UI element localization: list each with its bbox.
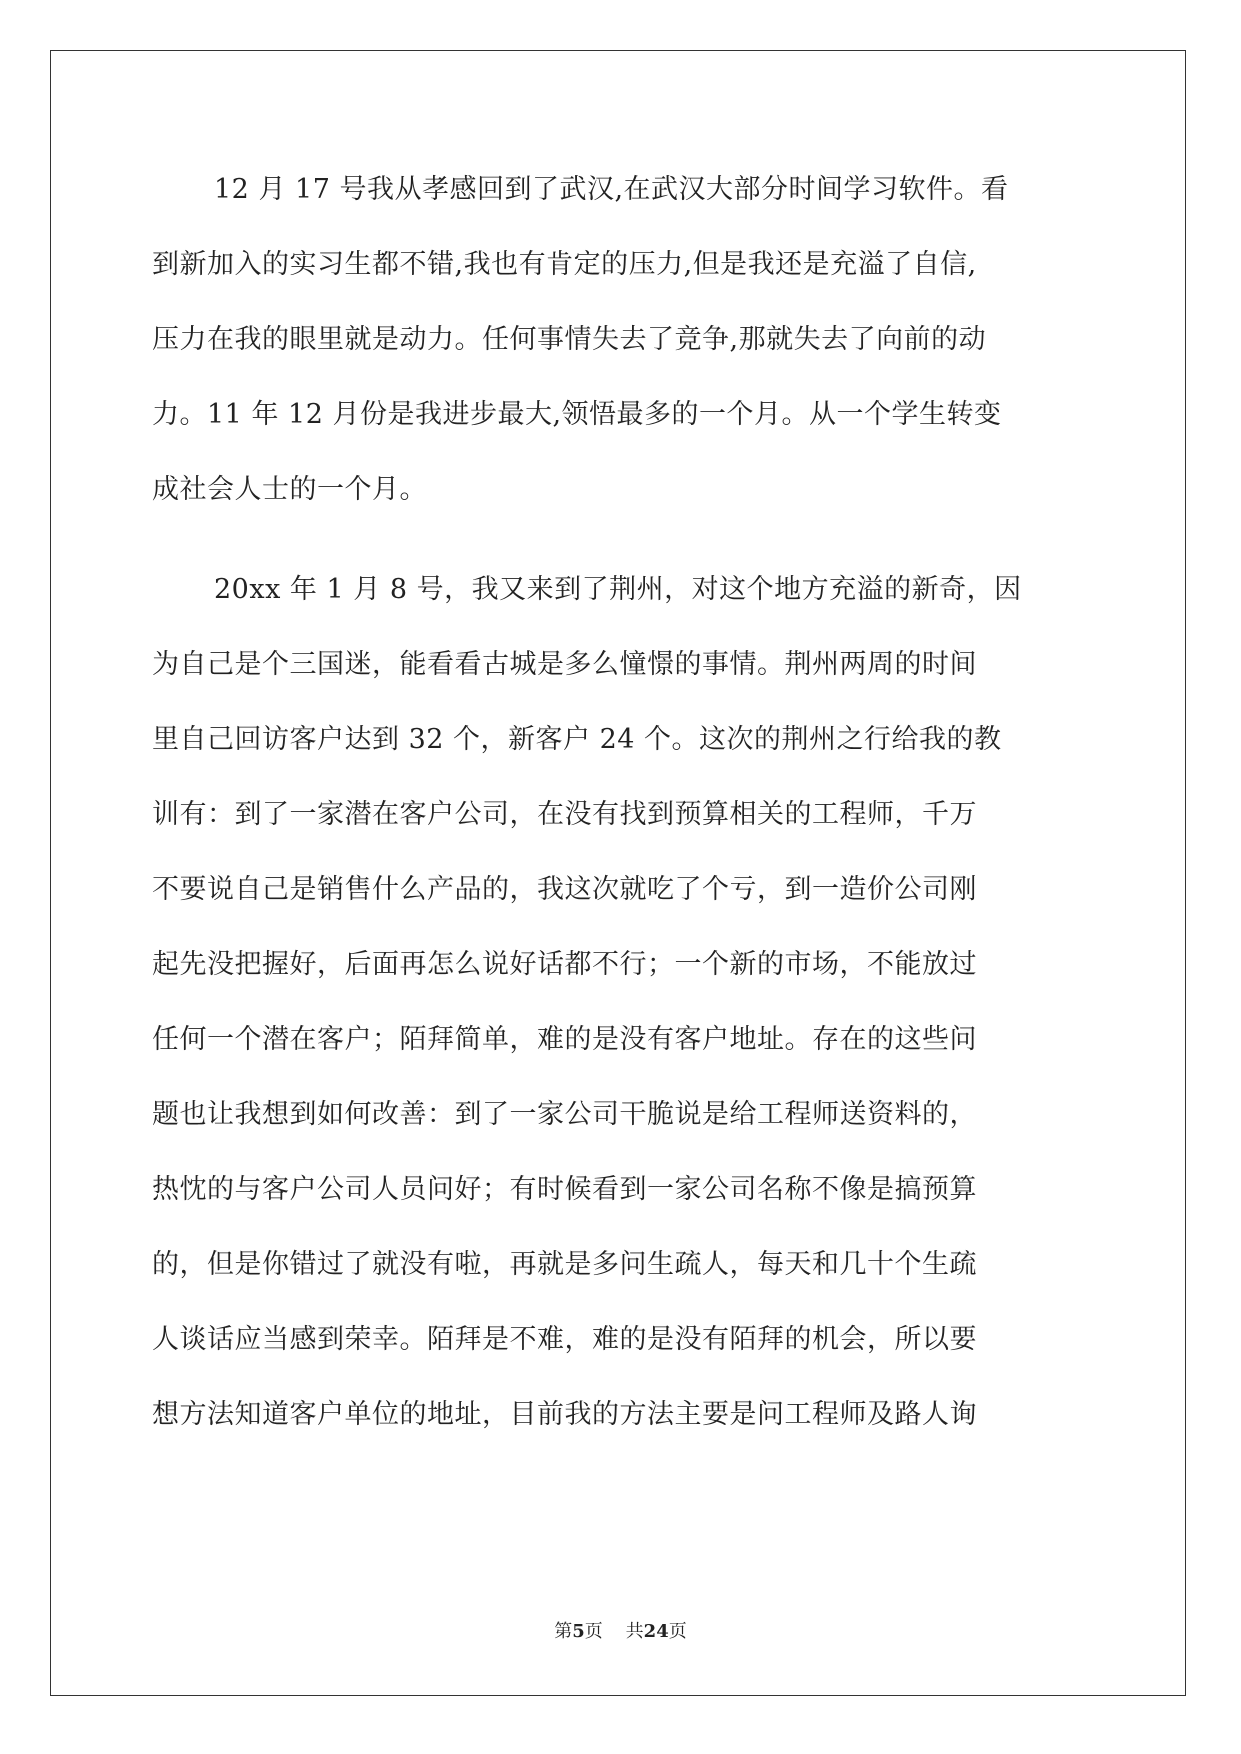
text-line: 20xx 年 1 月 8 号，我又来到了荆州，对这个地方充溢的新奇，因 xyxy=(214,574,1022,605)
text-line: 压力在我的眼里就是动力。任何事情失去了竞争,那就失去了向前的动 xyxy=(152,324,987,355)
footer-total-suffix: 页 xyxy=(668,1621,687,1642)
text-line: 里自己回访客户达到 32 个，新客户 24 个。这次的荆州之行给我的教 xyxy=(152,724,1002,755)
text-line: 12 月 17 号我从孝感回到了武汉,在武汉大部分时间学习软件。看 xyxy=(214,174,1009,205)
footer-prefix: 第 xyxy=(554,1621,573,1642)
text-line: 成社会人士的一个月。 xyxy=(152,474,427,505)
text-line: 热忱的与客户公司人员问好；有时候看到一家公司名称不像是搞预算 xyxy=(152,1174,977,1205)
text-line: 想方法知道客户单位的地址，目前我的方法主要是问工程师及路人询 xyxy=(152,1399,977,1430)
text-line: 人谈话应当感到荣幸。陌拜是不难，难的是没有陌拜的机会，所以要 xyxy=(152,1324,977,1355)
text-line: 起先没把握好，后面再怎么说好话都不行；一个新的市场，不能放过 xyxy=(152,949,977,980)
text-line: 的，但是你错过了就没有啦，再就是多问生疏人，每天和几十个生疏 xyxy=(152,1249,977,1280)
text-line: 训有：到了一家潜在客户公司，在没有找到预算相关的工程师，千万 xyxy=(152,799,977,830)
footer-page-suffix: 页 xyxy=(584,1621,603,1642)
page-number: 5 xyxy=(572,1621,585,1642)
total-pages: 24 xyxy=(643,1621,669,1642)
page-footer xyxy=(0,1617,1241,1643)
text-line: 任何一个潜在客户；陌拜简单，难的是没有客户地址。存在的这些问 xyxy=(152,1024,977,1055)
text-line: 题也让我想到如何改善：到了一家公司干脆说是给工程师送资料的， xyxy=(152,1099,977,1130)
text-line: 为自己是个三国迷，能看看古城是多么憧憬的事情。荆州两周的时间 xyxy=(152,649,977,680)
text-line: 力。11 年 12 月份是我进步最大,领悟最多的一个月。从一个学生转变 xyxy=(152,399,1002,430)
text-line: 不要说自己是销售什么产品的，我这次就吃了个亏，到一造价公司刚 xyxy=(152,874,977,905)
text-line: 到新加入的实习生都不错,我也有肯定的压力,但是我还是充溢了自信, xyxy=(152,249,977,280)
footer-total-prefix: 共 xyxy=(625,1621,644,1642)
